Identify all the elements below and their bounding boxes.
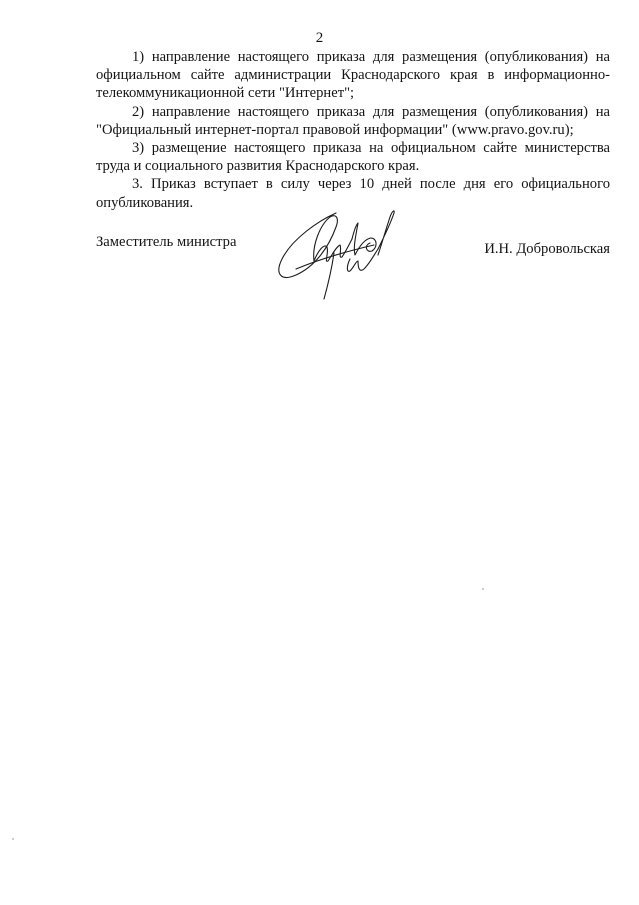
paragraph-item-3: 3) размещение настоящего приказа на официальном сайте министерства труда и социального развития Краснодарского края.: [96, 140, 610, 175]
signatory-position: Заместитель министра: [96, 234, 237, 250]
scan-speck: [12, 838, 14, 840]
signatory-name: И.Н. Добровольская: [484, 241, 610, 257]
scan-speck: [482, 588, 484, 590]
handwritten-signature: [274, 205, 414, 310]
paragraph-item-2: 2) направление настоящего приказа для размещения (опубликования) на "Официальный интернет-портал правовой информации" (www.pravo.gov.ru);: [96, 103, 610, 138]
document-body: [96, 48, 610, 212]
paragraph-item-1: 1) направление настоящего приказа для размещения (опубликования) на официальном сайте администрации Краснодарского края в информационно-телекоммуникационной сети "Интернет";: [96, 49, 610, 102]
page-number: 2: [315, 30, 324, 46]
paragraph-effective-date: 3. Приказ вступает в силу через 10 дней после дня его официального опубликования.: [96, 176, 610, 211]
